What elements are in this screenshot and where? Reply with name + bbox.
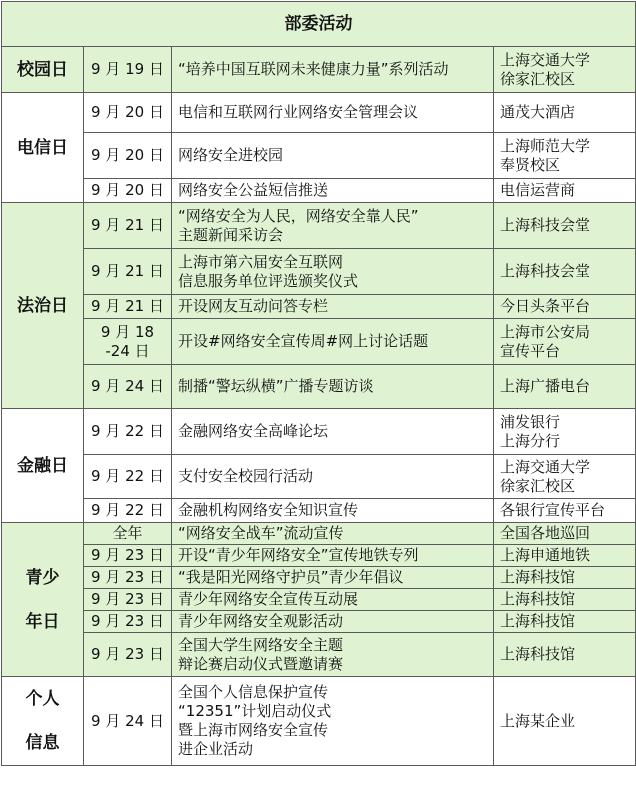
date-cell [84, 203, 172, 249]
date-cell [84, 567, 172, 589]
activity-cell [172, 545, 494, 567]
activity-cell [172, 365, 494, 409]
date-line: 9 月 18 [100, 322, 155, 341]
location-line: 上海交通大学 [500, 50, 591, 69]
location-cell [494, 249, 636, 295]
date-cell [84, 93, 172, 133]
category-label: 金融日 [17, 455, 68, 476]
activity-line: 青少年网络安全观影活动 [178, 612, 344, 630]
location-cell [494, 203, 636, 249]
date-cell [84, 133, 172, 179]
activity-cell [172, 47, 494, 93]
location-line: 上海某企业 [500, 711, 576, 730]
date-cell [84, 611, 172, 633]
location-cell [494, 455, 636, 499]
date-line: 9 月 21 日 [91, 216, 164, 234]
date-cell [84, 677, 172, 766]
date-cell [84, 319, 172, 365]
table-row [2, 589, 636, 611]
date-line: 9 月 22 日 [91, 422, 164, 440]
location-line: 上海科技馆 [500, 645, 576, 663]
category-cell [2, 203, 84, 409]
category-cell [2, 93, 84, 203]
category-label: 青少 [25, 567, 60, 588]
activity-cell [172, 677, 494, 766]
table-row [2, 203, 636, 249]
date-line: 9 月 23 日 [91, 546, 164, 564]
activity-line: “网络安全战车”流动宣传 [178, 524, 344, 542]
location-line: 上海科技馆 [500, 590, 576, 608]
date-line: 9 月 23 日 [91, 645, 164, 663]
table-row [2, 633, 636, 677]
date-cell [84, 633, 172, 677]
location-line: 上海师范大学 [500, 136, 591, 155]
location-line: 通茂大酒店 [500, 103, 576, 121]
location-cell [494, 499, 636, 523]
activity-line: 进企业活动 [178, 740, 254, 758]
table-row [2, 677, 636, 766]
date-line: 9 月 20 日 [91, 181, 164, 199]
date-cell [84, 249, 172, 295]
activity-line: “网络安全为人民，网络安全靠人民” [178, 206, 419, 225]
location-cell [494, 133, 636, 179]
table-row [2, 455, 636, 499]
activity-line: 辩论赛启动仪式暨邀请赛 [178, 654, 344, 673]
location-line: 全国各地巡回 [500, 524, 591, 542]
date-line: 9 月 24 日 [91, 711, 164, 730]
date-cell [84, 179, 172, 203]
location-cell [494, 295, 636, 319]
activity-cell [172, 499, 494, 523]
activity-line: 电信和互联网行业网络安全管理会议 [178, 103, 419, 121]
location-cell [494, 677, 636, 766]
date-line: 9 月 19 日 [91, 60, 164, 78]
table-body [2, 47, 636, 766]
location-cell [494, 545, 636, 567]
category-label: 个人 [25, 689, 60, 709]
date-line: 9 月 23 日 [91, 568, 164, 586]
location-cell [494, 179, 636, 203]
location-line: 各银行宣传平台 [500, 501, 606, 519]
activity-line: 暨上海市网络安全宣传 [178, 721, 329, 739]
table-row [2, 365, 636, 409]
location-cell [494, 47, 636, 93]
category-label: 校园日 [17, 59, 68, 80]
activity-line: 主题新闻采访会 [178, 225, 284, 244]
table-row [2, 179, 636, 203]
date-line: 9 月 21 日 [91, 297, 164, 315]
location-cell [494, 523, 636, 545]
table-row [2, 295, 636, 319]
location-line: 上海科技会堂 [500, 262, 591, 280]
activity-cell [172, 133, 494, 179]
activity-line: 开设“青少年网络安全”宣传地铁专列 [178, 546, 419, 564]
activity-cell [172, 633, 494, 677]
activity-line: 全国大学生网络安全主题 [178, 635, 344, 654]
location-cell [494, 409, 636, 455]
activity-line: 网络安全公益短信推送 [178, 181, 329, 199]
table-row [2, 611, 636, 633]
activity-cell [172, 523, 494, 545]
activity-line: 信息服务单位评选颁奖仪式 [178, 271, 359, 290]
table-row [2, 249, 636, 295]
category-label: 年日 [25, 611, 60, 632]
date-cell [84, 499, 172, 523]
activity-cell [172, 179, 494, 203]
location-line: 奉贤校区 [500, 155, 561, 174]
location-line: 上海科技馆 [500, 612, 576, 630]
activity-cell [172, 319, 494, 365]
table-row [2, 93, 636, 133]
location-line: 浦发银行 [500, 412, 561, 431]
date-line: 9 月 22 日 [91, 467, 164, 485]
activity-line: 青少年网络安全宣传互动展 [178, 590, 359, 608]
activity-line: 网络安全进校园 [178, 146, 284, 164]
activity-line: 上海市第六届安全互联网 [178, 252, 344, 271]
location-cell [494, 633, 636, 677]
date-line: 9 月 23 日 [91, 612, 164, 630]
location-line: 上海市公安局 [500, 322, 591, 341]
activity-cell [172, 455, 494, 499]
table-row [2, 319, 636, 365]
activity-line: “培养中国互联网未来健康力量”系列活动 [178, 60, 449, 78]
events-table [1, 1, 636, 766]
activity-line: “我是阳光网络守护员”青少年倡议 [178, 568, 404, 586]
date-cell [84, 589, 172, 611]
table-row [2, 47, 636, 93]
activity-line: 金融网络安全高峰论坛 [178, 422, 329, 440]
location-cell [494, 611, 636, 633]
activity-cell [172, 203, 494, 249]
location-line: 上海申通地铁 [500, 546, 591, 564]
activity-cell [172, 611, 494, 633]
location-cell [494, 93, 636, 133]
category-cell [2, 409, 84, 523]
activity-line: 制播“警坛纵横”广播专题访谈 [178, 377, 374, 395]
date-cell [84, 523, 172, 545]
activity-line: 开设#网络安全宣传周#网上讨论话题 [178, 332, 429, 350]
activity-cell [172, 93, 494, 133]
date-cell [84, 409, 172, 455]
activity-line: “12351”计划启动仪式 [178, 702, 332, 720]
activity-cell [172, 295, 494, 319]
activity-line: 开设网友互动问答专栏 [178, 297, 329, 315]
activity-cell [172, 567, 494, 589]
location-line: 上海广播电台 [500, 377, 591, 395]
date-line: 9 月 22 日 [91, 501, 164, 519]
category-cell [2, 523, 84, 677]
activity-cell [172, 589, 494, 611]
location-cell [494, 589, 636, 611]
date-line: 全年 [112, 524, 143, 542]
date-line: 9 月 20 日 [91, 103, 164, 121]
location-cell [494, 365, 636, 409]
category-label: 法治日 [17, 295, 68, 316]
table-row [2, 499, 636, 523]
table-row [2, 545, 636, 567]
date-cell [84, 365, 172, 409]
activity-cell [172, 409, 494, 455]
location-line: 上海分行 [500, 431, 561, 450]
category-cell [2, 677, 84, 766]
location-line: 宣传平台 [500, 341, 561, 360]
location-cell [494, 319, 636, 365]
location-line: 上海科技馆 [500, 568, 576, 586]
table-row [2, 523, 636, 545]
location-line: 今日头条平台 [500, 297, 591, 315]
category-label: 电信日 [17, 137, 68, 158]
activity-cell [172, 249, 494, 295]
date-line: 9 月 20 日 [91, 146, 164, 164]
category-cell [2, 47, 84, 93]
location-line: 上海交通大学 [500, 457, 591, 476]
date-line: 9 月 21 日 [91, 262, 164, 280]
date-cell [84, 295, 172, 319]
date-cell [84, 545, 172, 567]
location-line: 徐家汇校区 [500, 69, 576, 88]
date-line: 9 月 24 日 [91, 377, 164, 395]
table-row [2, 133, 636, 179]
activity-line: 全国个人信息保护宣传 [178, 683, 329, 701]
table-title: 部委活动 [2, 2, 636, 47]
date-line: -24 日 [105, 341, 150, 360]
activity-line: 金融机构网络安全知识宣传 [178, 501, 359, 519]
date-cell [84, 47, 172, 93]
category-label: 信息 [25, 733, 60, 753]
activity-line: 支付安全校园行活动 [178, 467, 314, 485]
table-row [2, 409, 636, 455]
table-row [2, 567, 636, 589]
location-cell [494, 567, 636, 589]
location-line: 徐家汇校区 [500, 476, 576, 495]
date-cell [84, 455, 172, 499]
location-line: 电信运营商 [500, 181, 576, 199]
title-row [2, 2, 636, 47]
location-line: 上海科技会堂 [500, 216, 591, 234]
date-line: 9 月 23 日 [91, 590, 164, 608]
